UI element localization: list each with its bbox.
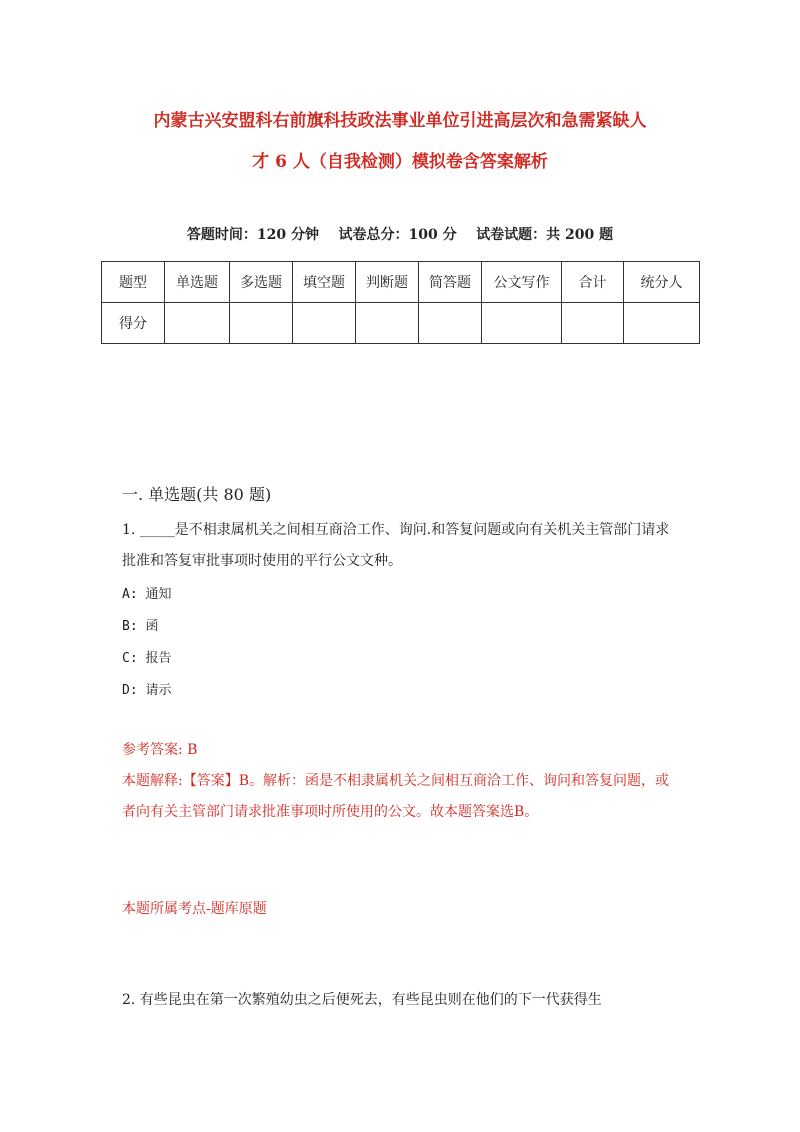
score-table-header: 题型 (102, 262, 165, 303)
score-table-header: 合计 (562, 262, 624, 303)
score-cell (293, 303, 356, 344)
score-row-label: 得分 (102, 303, 165, 344)
question-2-text: 2. 有些昆虫在第一次繁殖幼虫之后便死去，有些昆虫则在他们的下一代获得生 (122, 992, 602, 1008)
score-table-header: 公文写作 (482, 262, 562, 303)
score-table-header: 多选题 (230, 262, 293, 303)
score-cell (356, 303, 419, 344)
score-table-header: 简答题 (419, 262, 482, 303)
document-title-line1: 内蒙古兴安盟科右前旗科技政法事业单位引进高层次和急需紧缺人 (153, 111, 647, 131)
score-table-header: 单选题 (165, 262, 230, 303)
question-1-option-a: A: 通知 (122, 587, 172, 602)
question-1-text: 1. _____是不相隶属机关之间相互商洽工作、询问.和答复问题或向有关机关主管部门请求批准和答复审批事项时使用的平行公文文种。 (122, 522, 670, 569)
document-title-line2: 才 6 人（自我检测）模拟卷含答案解析 (252, 152, 548, 172)
score-cell (624, 303, 700, 344)
question-1-answer: 参考答案: B (122, 742, 198, 758)
score-table-header: 判断题 (356, 262, 419, 303)
score-table-header: 统分人 (624, 262, 700, 303)
question-1-option-b: B: 函 (122, 619, 159, 634)
question-1-option-d: D: 请示 (122, 683, 172, 698)
score-table-header-row (102, 262, 700, 303)
section-title: 一. 单选题(共 80 题) (122, 485, 272, 504)
question-1-option-c: C: 报告 (122, 651, 172, 666)
score-cell (230, 303, 293, 344)
score-cell (165, 303, 230, 344)
score-table-score-row (102, 303, 700, 344)
question-1-explanation: 本题解释:【答案】B。解析：函是不相隶属机关之间相互商洽工作、询问和答复问题，或者向有关主管部门请求批准事项时所使用的公文。故本题答案选B。 (122, 773, 670, 820)
score-table (101, 261, 700, 344)
question-1-point: 本题所属考点-题库原题 (122, 901, 267, 917)
exam-meta: 答题时间：120 分钟 试卷总分：100 分 试卷试题：共 200 题 (186, 227, 614, 243)
score-cell (419, 303, 482, 344)
score-cell (562, 303, 624, 344)
score-cell (482, 303, 562, 344)
score-table-header: 填空题 (293, 262, 356, 303)
